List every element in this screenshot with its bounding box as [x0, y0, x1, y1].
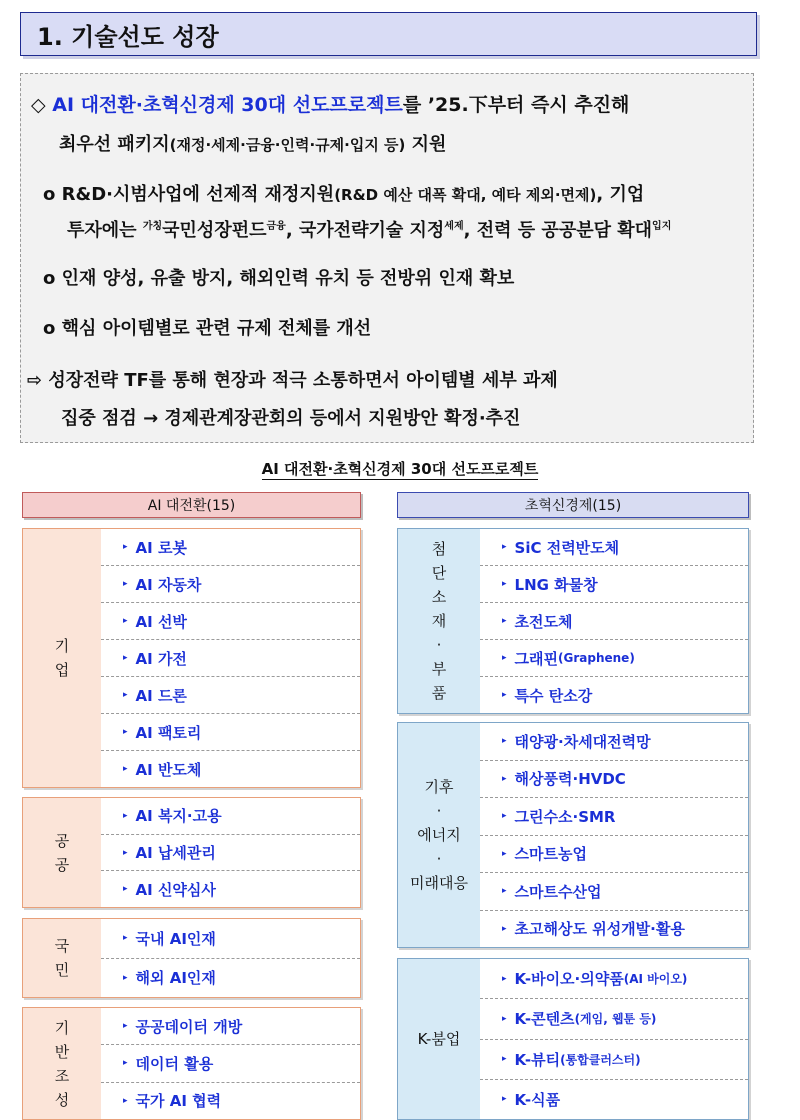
- bullet-icon: ο: [43, 318, 56, 339]
- project-item: [480, 911, 748, 948]
- project-item: [101, 835, 360, 872]
- bullet-2: [43, 264, 514, 290]
- group-label-char: 소: [431, 588, 447, 606]
- triangle-bullet-icon: ▸: [123, 1095, 128, 1106]
- group-items: [101, 529, 360, 787]
- project-item-label: 스마트농업: [514, 845, 587, 864]
- conclusion-text-1: 성장전략 TF를 통해 현장과 적극 소통하면서 아이템별 세부 과제: [48, 370, 558, 391]
- triangle-bullet-icon: ▸: [123, 579, 128, 589]
- project-item-label: 국내 AI인재: [135, 929, 216, 948]
- project-item-label: AI 반도체: [135, 760, 202, 779]
- project-item: [101, 529, 360, 566]
- group-label-char: 재: [431, 612, 447, 630]
- ai-transformation-group: [22, 797, 361, 908]
- summary-line-2-end: 지원: [405, 134, 447, 155]
- project-item-label: K-뷰티: [514, 1050, 561, 1069]
- project-item: [480, 603, 748, 640]
- group-items: [101, 1008, 360, 1119]
- triangle-bullet-icon: ▸: [123, 764, 128, 774]
- triangle-bullet-icon: ▸: [123, 972, 128, 983]
- project-item-label: AI 가전: [135, 649, 187, 668]
- diagram-title: AI 대전환·초혁신경제 30대 선도프로젝트: [261, 460, 539, 478]
- project-item: [101, 640, 360, 677]
- group-label-char: 조: [54, 1066, 70, 1085]
- sup-finance: 금융: [266, 221, 286, 232]
- summary-line-1-rest: 를 ’25.下부터 즉시 추진해: [402, 94, 630, 116]
- project-item: [101, 1008, 360, 1045]
- group-label: [23, 798, 101, 907]
- project-item: [480, 836, 748, 874]
- project-item-label: LNG 화물창: [514, 575, 598, 594]
- group-label-char: K-붐업: [417, 1030, 461, 1048]
- summary-line-2: [59, 130, 446, 156]
- project-item-label: 데이터 활용: [135, 1054, 214, 1073]
- project-item-label: AI 자동차: [135, 575, 202, 594]
- bullet-1-l2-c: , 국가전략기술 지정: [285, 220, 445, 241]
- sup-site: 입지: [652, 221, 672, 232]
- project-item-label: 태양광·차세대전력망: [514, 732, 651, 751]
- diamond-icon: ◇: [31, 94, 46, 116]
- triangle-bullet-icon: ▸: [502, 690, 507, 700]
- group-items: [480, 529, 748, 713]
- triangle-bullet-icon: ▸: [502, 848, 507, 859]
- project-item: [101, 1083, 360, 1119]
- group-label-char: ·: [436, 850, 442, 868]
- project-item: [480, 723, 748, 761]
- group-items: [101, 798, 360, 907]
- project-item: [480, 959, 748, 999]
- project-item-label: AI 납세관리: [135, 844, 216, 862]
- bullet-icon: ο: [43, 184, 56, 205]
- arrow-icon: ⇨: [27, 370, 43, 391]
- triangle-bullet-icon: ▸: [123, 1058, 128, 1069]
- project-item-label: AI 드론: [135, 686, 187, 705]
- conclusion-line-1: [27, 366, 558, 392]
- project-item-label: 공공데이터 개방: [135, 1017, 243, 1036]
- group-label-char: 기: [54, 1018, 70, 1037]
- project-item: [101, 798, 360, 835]
- super-innovation-group: [397, 528, 749, 714]
- triangle-bullet-icon: ▸: [502, 923, 507, 934]
- group-items: [480, 959, 748, 1119]
- project-item: [480, 798, 748, 836]
- project-item-label: AI 복지·고용: [135, 807, 222, 826]
- triangle-bullet-icon: ▸: [502, 811, 507, 822]
- triangle-bullet-icon: ▸: [502, 886, 507, 897]
- project-item: [480, 640, 748, 677]
- triangle-bullet-icon: ▸: [123, 933, 128, 944]
- group-label: [23, 529, 101, 787]
- bullet-3: [43, 314, 371, 340]
- project-item-label: 그린수소·SMR: [514, 807, 616, 826]
- triangle-bullet-icon: ▸: [123, 810, 128, 821]
- triangle-bullet-icon: ▸: [502, 773, 507, 784]
- project-item: [101, 919, 360, 959]
- super-innovation-header: 초혁신경제(15): [397, 492, 749, 518]
- project-item-label: K-콘텐츠: [514, 1010, 575, 1029]
- project-item-note: (통합클러스터): [560, 1052, 641, 1067]
- project-item: [101, 714, 360, 751]
- project-item: [480, 566, 748, 603]
- group-label-char: 부: [431, 660, 447, 678]
- section-title: 1. 기술선도 성장: [20, 12, 757, 56]
- summary-line-2-main: 최우선 패키지: [59, 134, 170, 155]
- group-items: [101, 919, 360, 997]
- project-item: [101, 677, 360, 714]
- conclusion-line-2: 집중 점검 → 경제관계장관회의 등에서 지원방안 확정·추진: [61, 408, 521, 429]
- triangle-bullet-icon: ▸: [123, 727, 128, 737]
- bullet-1-text-a: R&D·시범사업에 선제적 재정지원: [61, 184, 335, 205]
- group-label: [398, 529, 480, 713]
- group-label-char: 단: [431, 564, 447, 582]
- group-label-char: 업: [54, 661, 70, 679]
- triangle-bullet-icon: ▸: [502, 542, 507, 552]
- project-item-label: SiC 전력반도체: [514, 538, 620, 557]
- sup-tentative: 가칭: [142, 221, 163, 232]
- triangle-bullet-icon: ▸: [502, 736, 507, 747]
- group-label-char: 반: [54, 1042, 70, 1061]
- project-item-label: 특수 탄소강: [514, 686, 593, 705]
- triangle-bullet-icon: ▸: [502, 653, 507, 663]
- group-label-char: 미래대응: [410, 874, 468, 892]
- bullet-1-l2-d: , 전력 등 공공분담 확대: [463, 220, 653, 241]
- project-item: [480, 1040, 748, 1080]
- triangle-bullet-icon: ▸: [123, 884, 128, 895]
- triangle-bullet-icon: ▸: [502, 1054, 507, 1065]
- project-item: [101, 751, 360, 787]
- project-item: [101, 603, 360, 640]
- project-item-label: 초전도체: [514, 612, 573, 631]
- project-item-note: (Graphene): [558, 651, 635, 665]
- group-label-char: 공: [54, 831, 70, 850]
- project-item-note: (게임, 웹툰 등): [574, 1012, 657, 1027]
- project-item-label: AI 신약심사: [135, 880, 216, 899]
- summary-box: [20, 73, 754, 443]
- project-item: [480, 761, 748, 799]
- triangle-bullet-icon: ▸: [502, 973, 507, 984]
- triangle-bullet-icon: ▸: [123, 653, 128, 663]
- ai-transformation-group: [22, 1007, 361, 1120]
- project-item-note: (AI 바이오): [623, 972, 688, 987]
- sup-tax: 세제: [444, 221, 464, 232]
- group-label: [23, 919, 101, 997]
- summary-highlight: AI 대전환·초혁신경제 30대 선도프로젝트: [52, 94, 403, 116]
- bullet-1-l2-b: 국민성장펀드: [162, 220, 267, 241]
- bullet-3-text: 핵심 아이템별로 관련 규제 전체를 개선: [61, 318, 372, 339]
- triangle-bullet-icon: ▸: [123, 616, 128, 626]
- project-item-label: 해외 AI인재: [135, 969, 216, 988]
- project-item: [101, 566, 360, 603]
- project-item-label: 해상풍력·HVDC: [514, 770, 626, 789]
- project-item-label: 국가 AI 협력: [135, 1092, 222, 1111]
- project-item: [101, 1045, 360, 1082]
- ai-transformation-header: AI 대전환(15): [22, 492, 361, 518]
- project-item-label: 스마트수산업: [514, 882, 602, 901]
- project-item-label: K-바이오·의약품: [514, 970, 624, 989]
- group-label-char: 국: [54, 937, 70, 955]
- super-innovation-group: [397, 958, 749, 1120]
- group-label-char: 공: [54, 855, 70, 874]
- group-label-char: 첨: [431, 540, 447, 558]
- triangle-bullet-icon: ▸: [502, 616, 507, 626]
- triangle-bullet-icon: ▸: [502, 579, 507, 589]
- ai-transformation-group: [22, 918, 361, 998]
- group-label-char: 민: [54, 961, 70, 979]
- triangle-bullet-icon: ▸: [123, 542, 128, 552]
- group-label-char: 품: [431, 684, 447, 702]
- triangle-bullet-icon: ▸: [123, 847, 128, 858]
- group-label-char: 기: [54, 637, 70, 655]
- group-label-char: 기후: [424, 778, 454, 796]
- ai-transformation-group: [22, 528, 361, 788]
- project-item-label: 그래핀: [514, 649, 559, 668]
- project-item-label: 초고해상도 위성개발·활용: [514, 920, 685, 939]
- group-label: [23, 1008, 101, 1119]
- project-item: [480, 1080, 748, 1119]
- summary-line-2-paren: (재정·세제·금융·인력·규제·입지 등): [169, 136, 406, 154]
- project-item: [101, 959, 360, 998]
- project-item: [480, 677, 748, 713]
- group-items: [480, 723, 748, 947]
- project-item-label: AI 선박: [135, 612, 187, 631]
- bullet-1-line-2: [67, 216, 671, 242]
- project-item-label: AI 로봇: [135, 538, 187, 557]
- group-label: [398, 723, 480, 947]
- bullet-1-l2-a: 투자에는: [67, 220, 143, 241]
- triangle-bullet-icon: ▸: [502, 1013, 507, 1024]
- bullet-1-paren: (R&D 예산 대폭 확대, 예타 제외·면제): [334, 186, 597, 204]
- group-label-char: 성: [54, 1090, 70, 1109]
- triangle-bullet-icon: ▸: [123, 690, 128, 700]
- group-label-char: 에너지: [417, 826, 461, 844]
- triangle-bullet-icon: ▸: [123, 1021, 128, 1032]
- project-item-label: K-식품: [514, 1090, 561, 1109]
- group-label: [398, 959, 480, 1119]
- bullet-1-text-b: , 기업: [596, 184, 645, 205]
- super-innovation-group: [397, 722, 749, 948]
- project-item: [480, 529, 748, 566]
- bullet-2-text: 인재 양성, 유출 방지, 해외인력 유치 등 전방위 인재 확보: [61, 268, 515, 289]
- project-item: [480, 999, 748, 1039]
- project-item: [101, 871, 360, 907]
- triangle-bullet-icon: ▸: [502, 1094, 507, 1105]
- group-label-char: ·: [436, 636, 442, 654]
- bullet-1-line-1: [43, 180, 644, 206]
- bullet-icon: ο: [43, 268, 56, 289]
- summary-line-1: [31, 90, 629, 117]
- project-item: [480, 873, 748, 911]
- group-label-char: ·: [436, 802, 442, 820]
- project-item-label: AI 팩토리: [135, 723, 202, 742]
